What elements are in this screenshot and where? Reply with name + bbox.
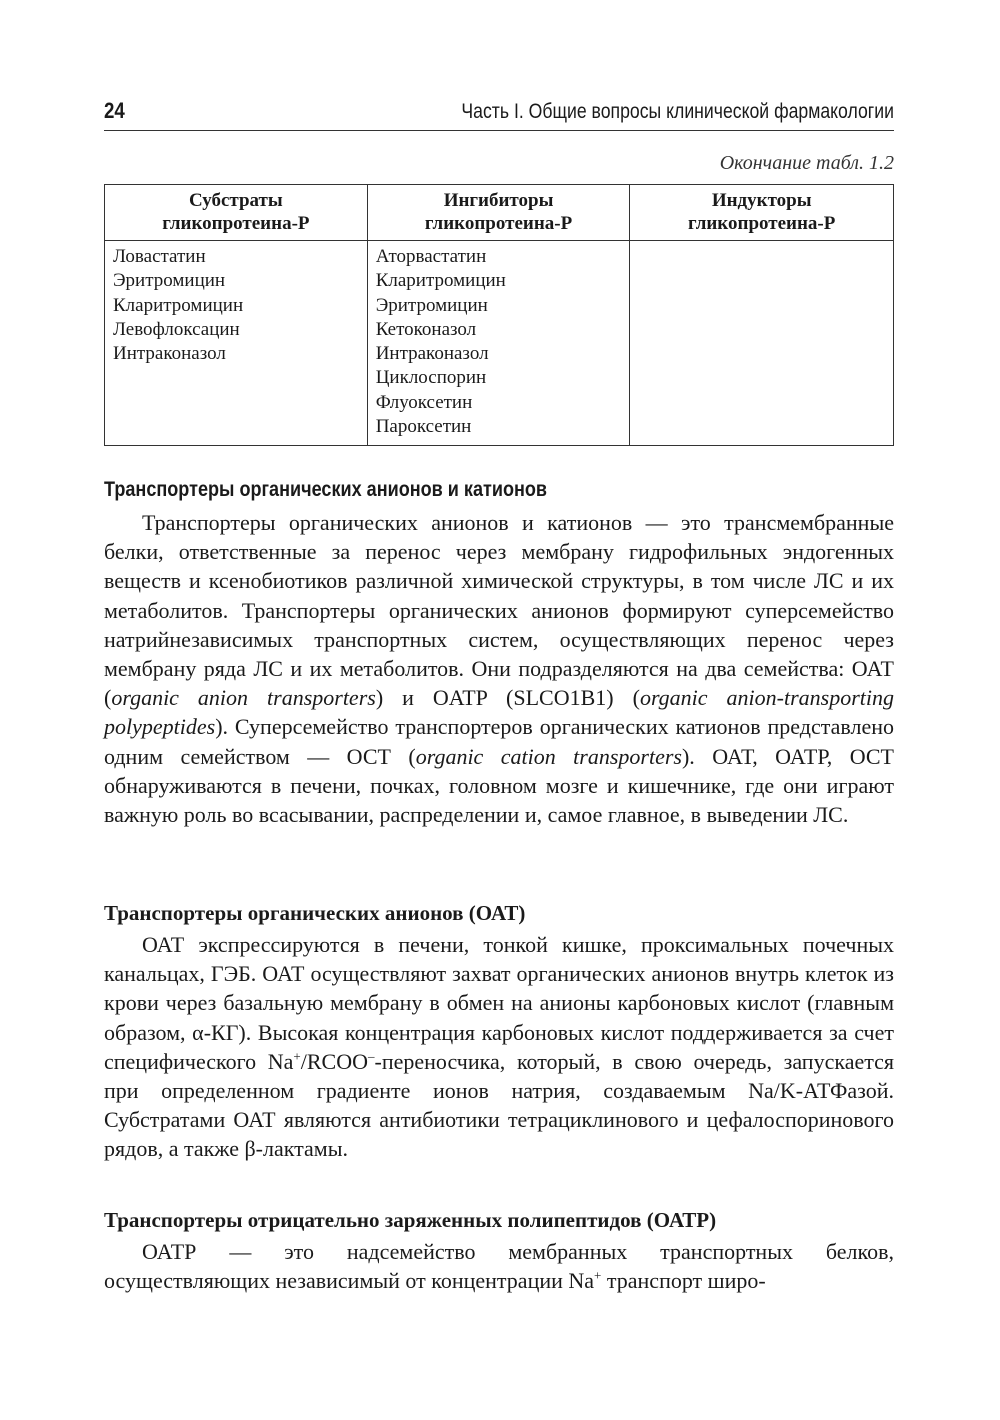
text-run: ОАТ экспрессируются в печени, тонкой кишке, проксимальных почечных канальцах, ГЭБ. ОАТ осуществляют захват органических анионов внутрь клеток из крови через базальную мембрану в обмен на анионы карбоновых кислот (главным образом, α-КГ). Высокая концентрация карбоновых кислот поддерживается за счет специфического Na [104, 932, 894, 1074]
list-item: Аторвастатин [375, 246, 487, 267]
table-caption: Окончание табл. 1.2 [719, 152, 894, 174]
text-run: транспорт широ- [601, 1268, 766, 1294]
list-item: Кетоконазол [375, 318, 477, 340]
list-item: Интраконазол [113, 343, 226, 365]
table-row [105, 241, 894, 446]
section-oat [104, 901, 894, 1164]
list-item: Кларитромицин [375, 270, 506, 292]
paragraph [104, 930, 894, 1164]
header-line: Ингибиторы [443, 190, 554, 211]
inducers-cell [630, 241, 894, 446]
superscript: – [368, 1048, 375, 1064]
list-item: Кларитромицин [113, 294, 244, 316]
paragraph [104, 1237, 894, 1295]
section-heading: Транспортеры органических анионов и катионов [104, 478, 548, 501]
list-item: Интраконазол [375, 343, 489, 365]
header-line: Субстраты [188, 190, 283, 211]
list-item: Эритромицин [113, 270, 226, 292]
term-oatp: organic anion-transporting polypeptides [104, 685, 894, 740]
header-inducers [630, 185, 894, 241]
substrates-cell [105, 241, 368, 446]
section-heading: Транспортеры органических анионов (ОАТ) [104, 901, 526, 925]
term-oct: organic cation transporters [415, 743, 682, 769]
list-item: Циклоспорин [375, 367, 487, 389]
text-run: ОАТР — это надсемейство мембранных транспортных белков, осуществляющих независимый от концентрации Na [104, 1239, 894, 1294]
text-run: ). ОАТ, ОАТР, ОСТ обнаруживаются в печени, почках, головном мозге и кишечнике, где они играют важную роль во всасывании, распределении и, самое главное, в выведении ЛС. [104, 743, 894, 828]
text-run: Транспортеры органических анионов и катионов — это трансмембранные белки, ответственные за перенос через мембрану гидрофильных эндогенных веществ и ксенобиотиков различной химической структуры, в том числе ЛС и их метаболитов. Транспортеры органических анионов формируют суперсемейство натрийнезависимых транспортных систем, осуществляющих перенос через мембрану ряда ЛС и их метаболитов. Они подразделяются на два семейства: ОАТ ( [104, 510, 894, 711]
term-oat: organic anion transporters [111, 685, 376, 711]
section-oatp [104, 1208, 894, 1295]
inhibitors-cell [367, 241, 630, 446]
superscript: + [293, 1048, 301, 1064]
header-line: гликопротеина-Р [162, 213, 310, 234]
running-head [104, 98, 894, 131]
glycoprotein-p-table [104, 184, 894, 446]
text-run: ) и OATP (SLCO1B1) ( [375, 685, 640, 711]
text-run: ). Суперсемейство транспортеров органических катионов представлено одним семейством — ОСТ ( [104, 714, 894, 769]
list-item: Пароксетин [375, 416, 472, 438]
table-header-row [105, 185, 894, 241]
paragraph [104, 508, 894, 829]
list-item: Левофлоксацин [113, 318, 240, 340]
text-run: /RCOO [300, 1048, 369, 1074]
text-run: -переносчика, который, в свою очередь, запускается при определенном градиенте ионов натрия, создаваемым Na/K-АТФазой. Субстратами ОАТ являются антибиотики тетрациклинового и цефалоспоринового рядов, а также β-лактамы. [104, 1048, 894, 1162]
header-inhibitors [367, 185, 630, 241]
list-item: Эритромицин [375, 294, 488, 316]
page-number: 24 [104, 98, 125, 123]
section-organic-ion-transporters [104, 478, 894, 829]
header-line: гликопротеина-Р [424, 213, 573, 234]
section-heading: Транспортеры отрицательно заряженных полипептидов (ОАТР) [104, 1208, 717, 1232]
header-substrates [105, 185, 368, 241]
list-item: Флуоксетин [375, 391, 473, 413]
list-item: Ловастатин [113, 246, 206, 267]
chapter-title: Часть I. Общие вопросы клинической фармакологии [461, 100, 894, 123]
header-line: Индукторы [711, 190, 812, 211]
header-line: гликопротеина-Р [688, 213, 836, 234]
superscript: + [594, 1267, 602, 1283]
